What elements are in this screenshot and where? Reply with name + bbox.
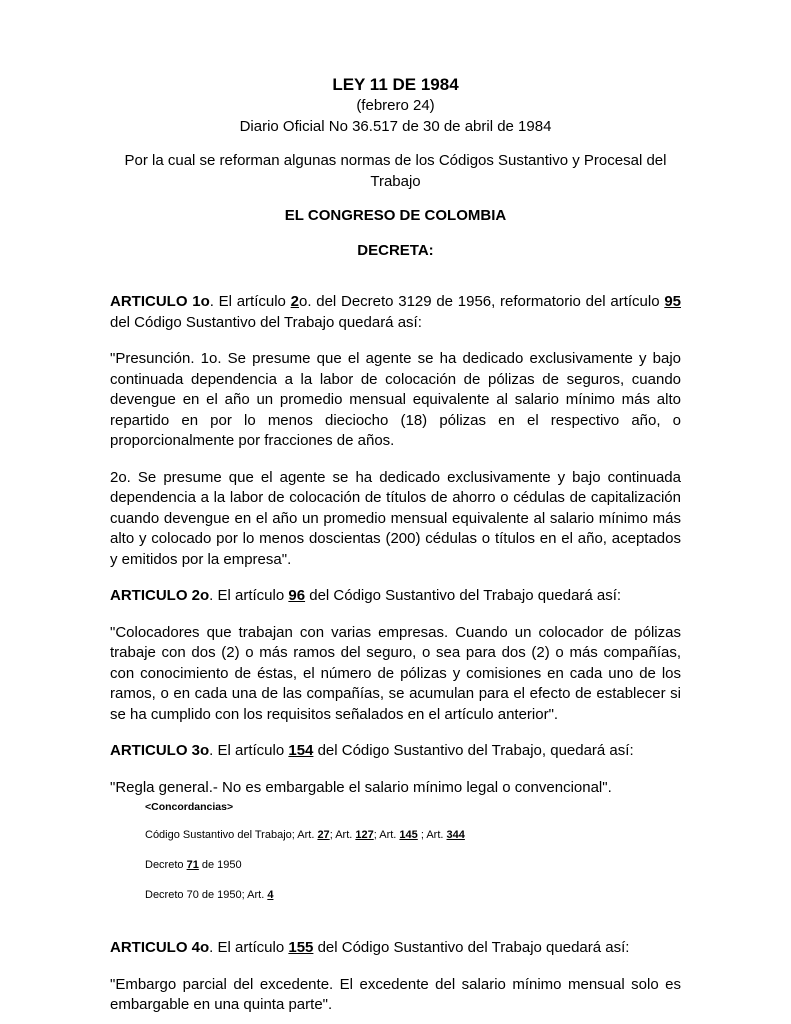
law-title: LEY 11 DE 1984 [332, 75, 459, 94]
article-ref-link[interactable]: 95 [664, 293, 681, 310]
bold-text: ARTICULO 1o [110, 293, 210, 310]
text-run: del Código Sustantivo del Trabajo quedará así: [305, 587, 622, 604]
article-ref-link[interactable]: 344 [446, 829, 465, 841]
document-header [110, 74, 681, 261]
text-run: del Código Sustantivo del Trabajo quedará así: [313, 939, 630, 956]
article-1-paragraph-2 [110, 468, 681, 571]
bold-text: ARTICULO 2o [110, 587, 210, 604]
text-run: . El artículo [209, 742, 289, 759]
article-3-paragraph-1 [110, 778, 681, 799]
date-line: (febrero 24) [356, 97, 435, 114]
text-run: "Embargo parcial del excedente. El excedente del salario mínimo mensual solo es embargable en una quinta parte". [110, 975, 681, 1013]
text-run: . El artículo [209, 939, 289, 956]
article-ref-link[interactable]: 127 [355, 829, 374, 841]
text-run: del Código Sustantivo del Trabajo quedará así: [110, 313, 422, 331]
text-run: Código Sustantivo del Trabajo; Art. [145, 829, 318, 841]
text-run: ; Art. [329, 829, 356, 841]
gazette-line: Diario Oficial No 36.517 de 30 de abril de 1984 [239, 118, 552, 135]
article-2-heading [110, 586, 681, 607]
text-run: Decreto 70 de 1950; Art. [145, 889, 268, 901]
text-run: 2o. Se presume que el agente se ha dedicado exclusivamente y bajo continuada dependencia a la labor de colocación de títulos de ahorro o cédulas de capitalización cuando devengue en el año un promedio mensual equivalente al salario mínimo más alto y colocado por lo menos doscientas (200) cédulas o títulos en el año, aceptados y emitidos por la empresa". [110, 468, 681, 568]
article-ref-link[interactable]: 96 [288, 587, 306, 604]
text-run: del Código Sustantivo del Trabajo, quedará así: [313, 742, 634, 759]
article-2-paragraph-1 [110, 623, 681, 726]
concordance-item-1 [145, 829, 681, 842]
issuer-heading: EL CONGRESO DE COLOMBIA [284, 207, 507, 224]
article-1-heading [110, 292, 681, 333]
preamble: Por la cual se reforman algunas normas de los Códigos Sustantivo y Procesal del Trabajo [124, 152, 667, 190]
article-ref-link[interactable]: 4 [267, 889, 274, 901]
text-run: "Regla general.- No es embargable el salario mínimo legal o convencional". [110, 778, 612, 796]
article-ref-link[interactable]: 71 [186, 859, 199, 871]
text-run: "Presunción. 1o. Se presume que el agente se ha dedicado exclusivamente y bajo continuada dependencia a la labor de colocación de pólizas de seguros, cuando devengue en el año un promedio mensual equivalente al salario mínimo más alto repartido en por lo menos dieciocho (18) pólizas en el respectivo año, o proporcionalmente por fracciones de años. [110, 350, 681, 449]
text-run: ; Art. [417, 829, 447, 841]
text-run: "Colocadores que trabajan con varias empresas. Cuando un colocador de pólizas trabaje con dos (2) o más ramos del seguro, o sea para dos (2) o más compañías, con conocimiento de éstas, el número de pólizas y comisiones en cada uno de los ramos, o en cada una de las compañías, se acumulan para el efecto de establecer si se ha cumplido con los requisitos señalados en el artículo anterior". [110, 623, 681, 723]
text-run: ; Art. [373, 829, 400, 841]
article-ref-link[interactable]: 155 [288, 939, 314, 956]
article-ref-link[interactable]: 154 [288, 742, 314, 759]
text-run: o. del Decreto 3129 de 1956, reformatorio del artículo [298, 293, 665, 310]
decree-heading: DECRETA: [357, 242, 434, 259]
article-ref-link[interactable]: 145 [399, 829, 418, 841]
concordances-tag [145, 801, 681, 814]
document-body [110, 292, 681, 1016]
text-run: . El artículo [209, 587, 289, 604]
text-run: de 1950 [198, 859, 242, 871]
bold-text: ARTICULO 4o [110, 939, 210, 956]
article-ref-link[interactable]: 2 [290, 293, 299, 310]
text-run: Decreto [145, 859, 187, 871]
article-1-paragraph-1 [110, 349, 681, 452]
concordance-item-3 [145, 889, 681, 902]
bold-text: ARTICULO 3o [110, 742, 210, 759]
concordance-item-2 [145, 859, 681, 872]
article-3-heading [110, 741, 681, 762]
text-run: . El artículo [209, 293, 291, 310]
article-4-heading [110, 938, 681, 959]
text-run: <Concordancias> [145, 801, 234, 813]
article-4-paragraph-1 [110, 975, 681, 1016]
article-ref-link[interactable]: 27 [317, 829, 330, 841]
